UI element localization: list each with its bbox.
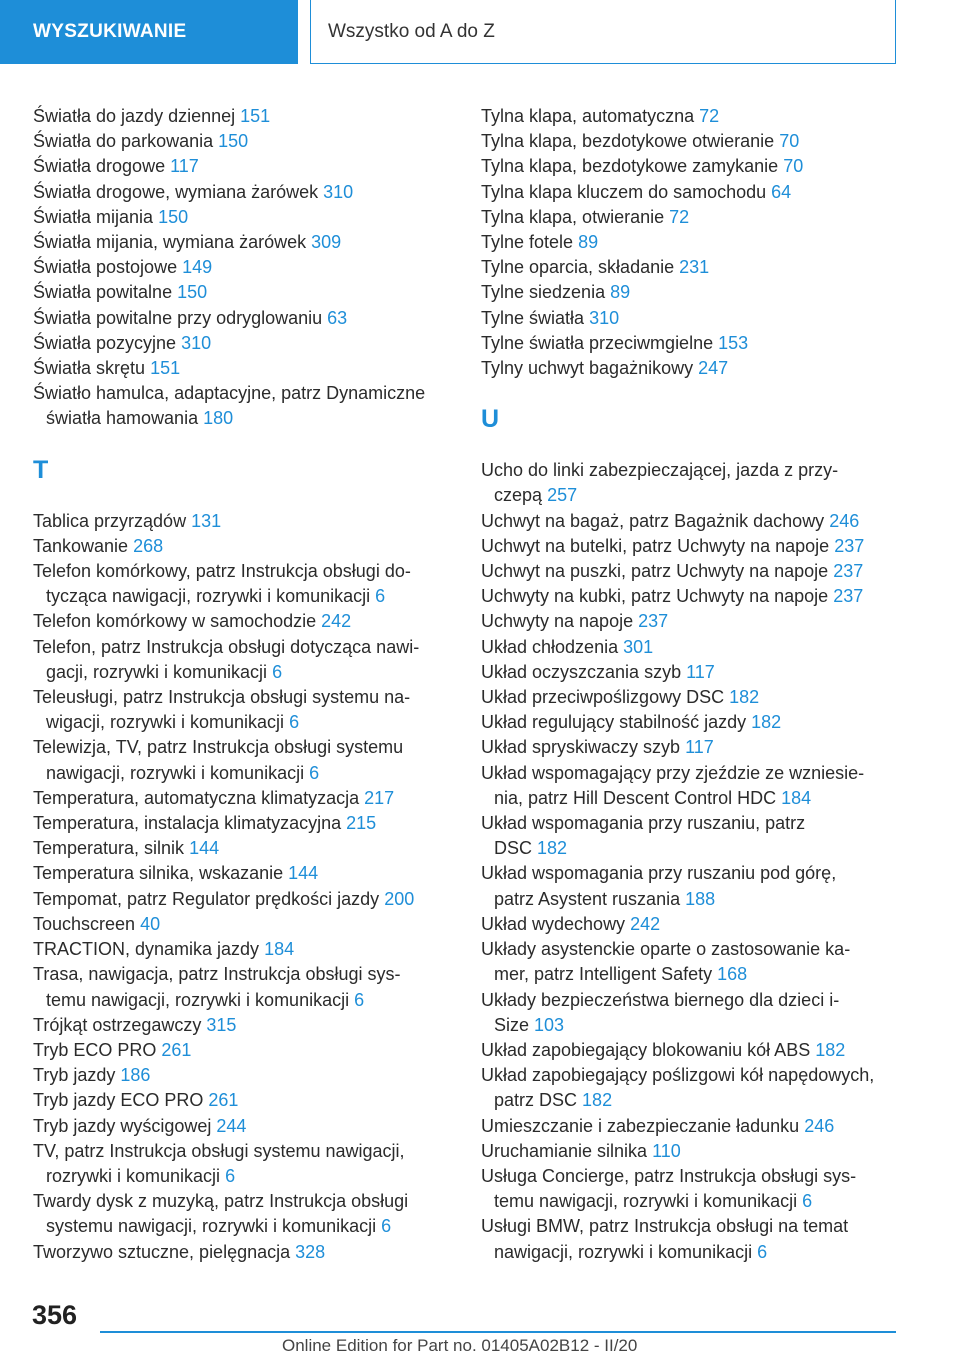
index-entry [481,280,901,305]
page-reference-link[interactable]: 151 [150,358,181,379]
index-entry [33,255,463,280]
index-entry-text: patrz DSC [494,1090,578,1111]
index-entry-text: Tylne światła [481,307,585,328]
index-entry [481,1214,901,1264]
page-reference-link[interactable]: 168 [717,964,748,985]
index-entry-text: Światła mijania, wymiana żarówek [33,232,307,253]
index-entry [33,735,463,785]
chapter-title-label: Wszystko od A do Z [328,20,495,42]
index-entry-text: Uchwyt na butelki, patrz Uchwyty na napoje [481,535,830,556]
index-entry-text: Układ spryskiwaczy szyb [481,737,681,758]
page-reference-link[interactable]: 72 [669,206,690,227]
index-entry-text: Układ wspomagania przy ruszaniu, patrz [481,813,806,834]
index-entry [481,735,901,760]
index-entry [33,962,463,1012]
index-entry [33,509,463,534]
page-reference-link[interactable]: 180 [203,408,234,429]
index-entry [33,861,463,886]
page-reference-link[interactable]: 110 [652,1140,681,1161]
index-entry [481,154,901,179]
index-entry [33,1114,463,1139]
index-entry-text: Tempomat, patrz Regulator prędkości jazdy [33,888,380,909]
page-reference-link[interactable]: 242 [630,913,661,934]
page-reference-link[interactable]: 231 [679,257,710,278]
page-reference-link[interactable]: 237 [834,535,865,556]
page-reference-link[interactable]: 89 [578,232,599,253]
index-entry-text: Układ zapobiegający poślizgowi kół napędowych, [481,1065,875,1086]
index-entry-text: Tylna klapa, bezdotykowe zamykanie [481,156,779,177]
page-reference-link[interactable]: 144 [189,838,220,859]
index-entry-text: Teleusługi, patrz Instrukcja obsługi systemu na- [33,687,411,708]
index-entry-text: Twardy dysk z muzyką, patrz Instrukcja obsługi [33,1191,409,1212]
footer-edition-text: Online Edition for Part no. 01405A02B12 - II/20 [282,1336,638,1355]
index-entry-text: Trójkąt ostrzegawczy [33,1014,202,1035]
page-reference-link[interactable]: 182 [729,687,760,708]
index-entry [33,280,463,305]
page-reference-link[interactable]: 237 [833,586,864,607]
index-entry [481,306,901,331]
index-entry-text: Światła drogowe [33,156,166,177]
page-reference-link[interactable]: 237 [638,611,669,632]
index-entry-text: Temperatura silnika, wskazanie [33,863,284,884]
index-entry-text: patrz Asystent ruszania [494,888,681,909]
index-entry-text: Temperatura, silnik [33,838,185,859]
page-reference-link[interactable]: 315 [206,1014,237,1035]
index-entry [481,912,901,937]
page-reference-link[interactable]: 64 [771,181,792,202]
page-reference-link[interactable]: 150 [158,206,189,227]
index-entry [481,761,901,811]
index-entry-text: Usługi BMW, patrz Instrukcja obsługi na temat [481,1216,849,1237]
index-entry [481,230,901,255]
index-entry-text: Układ regulujący stabilność jazdy [481,712,747,733]
section-tab-search[interactable] [0,0,298,64]
index-entry [33,912,463,937]
index-entry-text: nia, patrz Hill Descent Control HDC [494,787,777,808]
index-entry-text: Tylne siedzenia [481,282,606,303]
page-reference-link[interactable]: 328 [295,1241,326,1262]
index-entry-text: Uchwyty na kubki, patrz Uchwyty na napoje [481,586,829,607]
section-tab-label: WYSZUKIWANIE [33,21,187,42]
index-entry-text: Uchwyty na napoje [481,611,634,632]
index-entry-text: Światła pozycyjne [33,332,177,353]
page-reference-link[interactable]: 6 [309,762,320,783]
page-reference-link[interactable]: 257 [547,485,578,506]
page-header [0,0,960,64]
page-reference-link[interactable]: 6 [757,1241,768,1262]
index-entry [33,1063,463,1088]
footer-edition [282,1336,637,1356]
page-reference-link[interactable]: 6 [272,661,283,682]
index-entry [481,509,901,534]
index-entry [481,584,901,609]
index-entry [33,1189,463,1239]
page-reference-link[interactable]: 309 [311,232,342,253]
index-entry-text: Size [494,1014,530,1035]
index-entry-text: Temperatura, automatyczna klimatyzacja [33,787,360,808]
index-entry-text: systemu nawigacji, rozrywki i komunikacji [46,1216,377,1237]
index-entry [481,1139,901,1164]
index-entry [481,534,901,559]
index-entry-text: Układ przeciwpoślizgowy DSC [481,687,725,708]
index-entry-text: temu nawigacji, rozrywki i komunikacji [46,989,350,1010]
index-entry [33,811,463,836]
page-reference-link[interactable]: 6 [225,1165,236,1186]
index-entry-text: Tylna klapa, bezdotykowe otwieranie [481,131,775,152]
index-entry [33,609,463,634]
page-reference-link[interactable]: 301 [623,636,654,657]
index-entry [481,255,901,280]
index-entry-text: nawigacji, rozrywki i komunikacji [46,762,305,783]
index-entry [33,635,463,685]
index-entry [481,811,901,861]
page-reference-link[interactable]: 217 [364,787,395,808]
index-entry [481,635,901,660]
page-reference-link[interactable]: 70 [783,156,804,177]
index-entry-text: Tylna klapa, otwieranie [481,206,665,227]
index-entry [481,1063,901,1113]
index-entry-text: Tryb ECO PRO [33,1039,157,1060]
page-reference-link[interactable]: 310 [323,181,354,202]
page-reference-link[interactable]: 215 [346,813,377,834]
page-reference-link[interactable]: 6 [381,1216,392,1237]
index-entry [33,381,463,431]
index-entry [33,786,463,811]
page-reference-link[interactable]: 200 [384,888,415,909]
page-reference-link[interactable]: 182 [537,838,568,859]
index-entry-text: Tylne fotele [481,232,574,253]
page-reference-link[interactable]: 261 [208,1090,239,1111]
page-reference-link[interactable]: 70 [779,131,800,152]
page-reference-link[interactable]: 246 [829,510,860,531]
index-entry [33,306,463,331]
index-entry [481,129,901,154]
index-entry [481,861,901,911]
index-entry-text: Umieszczanie i zabezpieczanie ładunku [481,1115,800,1136]
index-entry [33,1139,463,1189]
index-entry-text: Tylne oparcia, składanie [481,257,675,278]
index-entry [481,180,901,205]
index-entry-text: Tankowanie [33,535,129,556]
index-column-left [33,104,463,1265]
index-entry-text: Układ zapobiegający blokowaniu kół ABS [481,1039,811,1060]
index-entry-text: Światła powitalne [33,282,173,303]
index-entry [33,559,463,609]
index-entry [33,356,463,381]
index-entry [33,230,463,255]
page-reference-link[interactable]: 186 [120,1065,151,1086]
index-entry-text: Telewizja, TV, patrz Instrukcja obsługi systemu [33,737,404,758]
index-entry-text: Światła drogowe, wymiana żarówek [33,181,319,202]
index-entry-text: Układ chłodzenia [481,636,619,657]
page-reference-link[interactable]: 182 [815,1039,846,1060]
index-entry-text: Uruchamianie silnika [481,1140,648,1161]
index-entry-text: TRACTION, dynamika jazdy [33,939,260,960]
index-entry [481,559,901,584]
page-reference-link[interactable]: 310 [181,332,212,353]
index-entry [481,710,901,735]
index-entry-text: Usługa Concierge, patrz Instrukcja obsługi sys- [481,1165,857,1186]
page-reference-link[interactable]: 188 [685,888,716,909]
index-entry [481,660,901,685]
index-entry-text: tycząca nawigacji, rozrywki i komunikacji [46,586,371,607]
index-entry-text: TV, patrz Instrukcja obsługi systemu nawigacji, [33,1140,405,1161]
page-reference-link[interactable]: 63 [327,307,348,328]
index-entry-text: Tablica przyrządów [33,510,187,531]
page-reference-link[interactable]: 246 [804,1115,835,1136]
page-reference-link[interactable]: 117 [685,737,714,758]
page-reference-link[interactable]: 149 [182,257,213,278]
index-entry [33,1013,463,1038]
index-entry-text: Tryb jazdy ECO PRO [33,1090,204,1111]
page-reference-link[interactable]: 237 [833,561,864,582]
page-reference-link[interactable]: 244 [216,1115,247,1136]
page-reference-link[interactable]: 182 [582,1090,613,1111]
page-reference-link[interactable]: 247 [698,358,729,379]
index-entry-text: gacji, rozrywki i komunikacji [46,661,268,682]
page-number: 356 [32,1300,78,1330]
index-entry-text: Tylna klapa, automatyczna [481,106,695,126]
index-entry-text: Światła do jazdy dziennej [33,106,236,126]
index-entry [33,331,463,356]
index-entry-text: Tylne światła przeciwmgielne [481,332,714,353]
footer-divider [100,1331,896,1333]
index-entry-text: Tworzywo sztuczne, pielęgnacja [33,1241,291,1262]
index-entry-text: Ucho do linki zabezpieczającej, jazda z przy- [481,460,839,481]
index-entry [481,458,901,508]
index-entry-text: Tryb jazdy wyścigowej [33,1115,212,1136]
index-entry-text: Tylna klapa kluczem do samochodu [481,181,767,202]
index-entry-text: Touchscreen [33,913,136,934]
index-entry [481,937,901,987]
index-entry-text: Światła postojowe [33,257,178,278]
index-entry-text: Układy asystenckie oparte o zastosowanie ka- [481,939,851,960]
page-reference-link[interactable]: 131 [191,510,222,531]
index-entry [481,205,901,230]
page-reference-link[interactable]: 6 [289,712,300,733]
index-entry [33,685,463,735]
index-entry-text: Światła powitalne przy odryglowaniu [33,307,323,328]
page-reference-link[interactable]: 144 [288,863,319,884]
index-entry-text: Trasa, nawigacja, patrz Instrukcja obsługi sys- [33,964,401,985]
page-reference-link[interactable]: 261 [161,1039,192,1060]
index-entry-text: Uchwyt na bagaż, patrz Bagażnik dachowy [481,510,825,531]
index-letter-heading: T [33,455,49,484]
index-entry-text: Układy bezpieczeństwa biernego dla dzieci i- [481,989,840,1010]
page-reference-link[interactable]: 184 [264,939,295,960]
page-reference-link[interactable]: 242 [321,611,352,632]
index-entry [481,1038,901,1063]
page-reference-link[interactable]: 6 [375,586,386,607]
index-entry-text: Światła skrętu [33,358,146,379]
page-reference-link[interactable]: 89 [610,282,631,303]
page-reference-link[interactable]: 150 [177,282,208,303]
index-column-right [481,104,901,1265]
page-reference-link[interactable]: 6 [354,989,365,1010]
index-entry-text: Tryb jazdy [33,1065,116,1086]
page-reference-link[interactable]: 151 [240,106,271,126]
index-letter-heading: U [481,405,500,434]
index-entry [33,836,463,861]
page-reference-link[interactable]: 182 [751,712,782,733]
page-reference-link[interactable]: 117 [686,661,715,682]
index-entry-text: Układ oczyszczania szyb [481,661,682,682]
index-entry [481,356,901,381]
index-entry-text: światła hamowania [46,408,199,429]
page-reference-link[interactable]: 117 [170,156,199,177]
index-entry-text: temu nawigacji, rozrywki i komunikacji [494,1191,798,1212]
index-entry [481,1164,901,1214]
index-entry-text: Uchwyt na puszki, patrz Uchwyty na napoje [481,561,829,582]
index-entry-text: nawigacji, rozrywki i komunikacji [494,1241,753,1262]
index-entry-text: wigacji, rozrywki i komunikacji [46,712,285,733]
chapter-title-tab[interactable] [310,0,896,64]
index-entry-text: Temperatura, instalacja klimatyzacyjna [33,813,342,834]
page-reference-link[interactable]: 184 [781,787,812,808]
index-entry [33,887,463,912]
index-entry [33,205,463,230]
index-entry-text: Układ wydechowy [481,913,626,934]
index-entry-text: Telefon komórkowy w samochodzie [33,611,317,632]
index-entry [33,937,463,962]
index-entry-text: Telefon, patrz Instrukcja obsługi dotycząca nawi- [33,636,420,657]
page-reference-link[interactable]: 268 [133,535,164,556]
index-entry [33,1088,463,1113]
index-entry-text: rozrywki i komunikacji [46,1165,221,1186]
index-entry-text: Światła mijania [33,206,154,227]
index-entry [481,104,901,129]
index-entry-text: Światła do parkowania [33,131,214,152]
index-entry [33,534,463,559]
index-entry [33,1038,463,1063]
index-entry-text: Telefon komórkowy, patrz Instrukcja obsługi do- [33,561,411,582]
page-reference-link[interactable]: 6 [802,1191,813,1212]
index-entry [33,154,463,179]
index-entry [481,331,901,356]
index-entry [481,988,901,1038]
index-entry-text: czepą [494,485,543,506]
page-reference-link[interactable]: 72 [699,106,720,126]
index-entry [33,180,463,205]
index-entry [33,129,463,154]
index-entry-text: mer, patrz Intelligent Safety [494,964,713,985]
index-entry-text: Światło hamulca, adaptacyjne, patrz Dynamiczne [33,383,426,404]
index-entry-text: DSC [494,838,533,859]
page-reference-link[interactable]: 150 [218,131,249,152]
index-entry-text: Tylny uchwyt bagażnikowy [481,358,694,379]
index-entry-text: Układ wspomagający przy zjeździe ze wzniesie- [481,762,865,783]
index-entry-text: Układ wspomagania przy ruszaniu pod górę, [481,863,837,884]
page-reference-link[interactable]: 40 [140,913,161,934]
page-reference-link[interactable]: 103 [534,1014,565,1035]
index-entry [481,609,901,634]
index-entry [481,685,901,710]
index-entry [33,1240,463,1265]
index-entry [33,104,463,129]
page-reference-link[interactable]: 153 [718,332,749,353]
index-entry [481,1114,901,1139]
page-reference-link[interactable]: 310 [589,307,620,328]
